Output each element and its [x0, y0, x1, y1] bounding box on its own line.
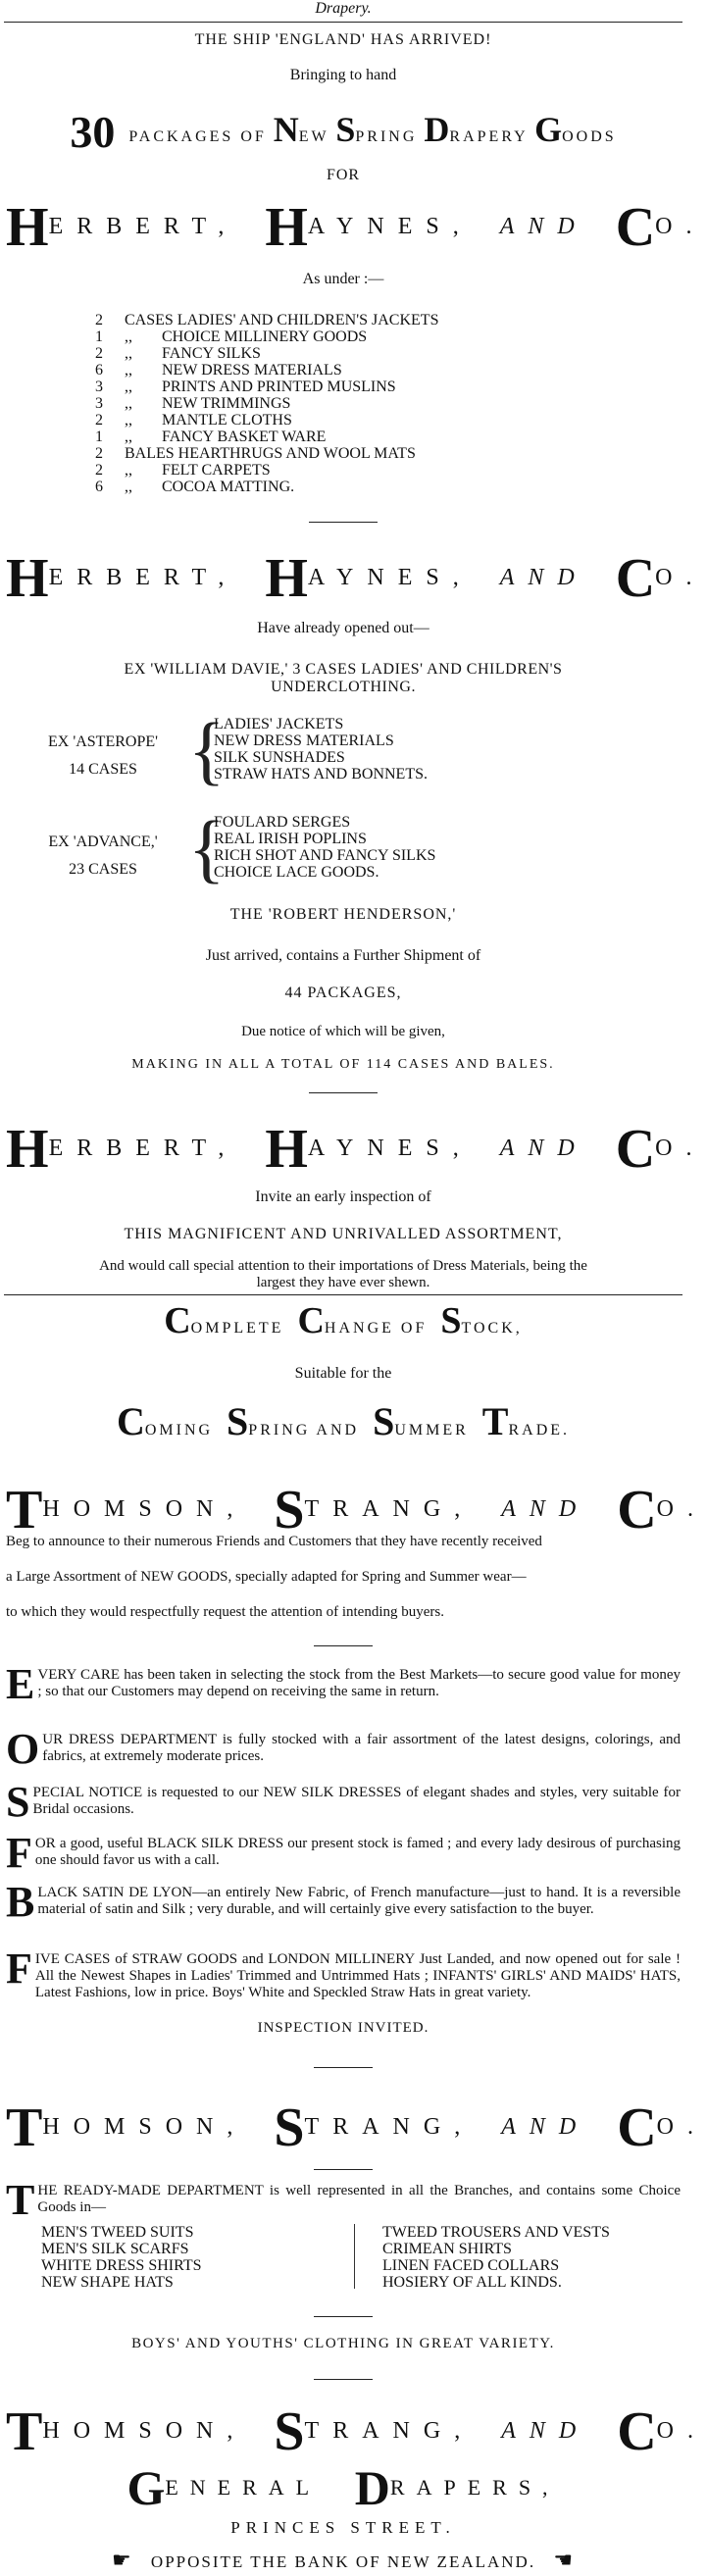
item-qty: 2: [95, 462, 103, 479]
headline-word: OMPLETE: [190, 1320, 284, 1337]
ad1-as-under: As under :—: [302, 271, 384, 287]
paragraph-text: VERY CARE has been taken in selecting the stock from the Best Markets—to secure good value for money ; so that our Customers may depend on receiving the same in return.: [37, 1667, 681, 1699]
short-divider: [314, 2379, 373, 2380]
shipment-name: EX 'ADVANCE,': [48, 833, 158, 850]
firm-word: O.: [656, 2418, 707, 2444]
ad1-w3-rest: RAPERY: [449, 128, 535, 145]
list-item: RICH SHOT AND FANCY SILKS: [214, 847, 436, 864]
firm-word: HOMSON,: [42, 1496, 247, 1522]
firm-cap-t: T: [6, 2401, 43, 2462]
ad1-firm-name: [6, 196, 706, 259]
firm-and: AND: [501, 1496, 590, 1522]
ad4-intro-line1: Beg to announce to their numerous Friends and Customers that they have recently received: [6, 1534, 542, 1549]
ad4-intro-line2: a Large Assortment of NEW GOODS, specially adapted for Spring and Summer wear—: [6, 1569, 527, 1585]
item-desc: FANCY SILKS: [162, 345, 261, 362]
ad5-left-items: [41, 2224, 202, 2291]
paragraph-text: IVE CASES of STRAW GOODS and LONDON MILLINERY Just Landed, and now opened out for sale ! All the Newest Shapes in Ladies' Trimmed and Untrimmed Hats ; INFANTS' GIRLS' AND MAIDS' HATS, Latest Fashions, low in price. Boys' White and Speckled Straw Hats in great variety.: [34, 1951, 681, 2000]
ad1-w2-cap: S: [335, 110, 356, 149]
firm-cap-t: T: [6, 1480, 43, 1541]
list-item: [95, 462, 438, 479]
ad1-items-list: [95, 312, 438, 495]
list-item: [95, 379, 438, 395]
short-divider: [314, 2169, 373, 2170]
headline-word: TOCK,: [461, 1320, 523, 1337]
drop-cap: F: [6, 1829, 32, 1877]
ad2-packages: 44 PACKAGES,: [284, 985, 402, 1001]
ad4-trade-line: [0, 1399, 686, 1443]
drop-cap: O: [6, 1725, 40, 1773]
column-divider: [354, 2224, 355, 2289]
paragraph-black-silk: [6, 1829, 681, 1877]
ad2-opened: Have already opened out—: [257, 620, 429, 636]
ad6-firm-name: [6, 2400, 707, 2463]
ad2-total: MAKING IN ALL A TOTAL OF 114 CASES AND BALES.: [131, 1057, 555, 1072]
ad1-headline: THE SHIP 'ENGLAND' HAS ARRIVED!: [194, 31, 492, 48]
firm-word: TRANG,: [304, 2114, 475, 2140]
item-unit: CASES: [125, 312, 174, 328]
headline-cap: C: [116, 1399, 145, 1443]
drop-cap: F: [6, 1945, 32, 1993]
brace: {: [188, 707, 226, 792]
list-item: REAL IRISH POPLINS: [214, 831, 367, 847]
item-unit: ,,: [125, 345, 132, 362]
list-item: [95, 412, 438, 429]
firm-word: HOMSON,: [42, 2418, 247, 2444]
ad2-davie-line2: UNDERCLOTHING.: [271, 679, 416, 695]
firm-cap-h: H: [6, 197, 49, 258]
paragraph-text: PECIAL NOTICE is requested to our NEW SILK DRESSES of elegant shades and styles, very suitable for Bridal occasions.: [32, 1785, 681, 1817]
ad1-w4-cap: G: [534, 110, 563, 149]
list-item: HOSIERY OF ALL KINDS.: [382, 2274, 562, 2291]
firm-cap-h: H: [6, 1119, 49, 1180]
firm-word: O.: [655, 1136, 706, 1161]
ad1-packages-lead: PACKAGES OF: [128, 128, 274, 145]
drop-cap: S: [6, 1778, 30, 1826]
paragraph-care: [6, 1660, 681, 1708]
item-qty: 2: [95, 312, 103, 328]
ad6-opposite-line: [0, 2548, 686, 2573]
list-item: SILK SUNSHADES: [214, 749, 345, 766]
firm-word: RAPERS,: [389, 2475, 560, 2500]
paragraph-readymade: [6, 2176, 681, 2224]
ad2-davie-line1: EX 'WILLIAM DAVIE,' 3 CASES LADIES' AND CHILDREN'S: [124, 661, 563, 678]
shipment-cases: 23 CASES: [69, 861, 137, 878]
ad3-attention-line1: And would call special attention to their importations of Dress Materials, being the: [99, 1258, 587, 1274]
item-unit: ,,: [125, 462, 132, 479]
drop-cap: E: [6, 1660, 35, 1708]
firm-cap-c: C: [615, 1119, 656, 1180]
firm-and: AND: [501, 2418, 590, 2444]
firm-word: ENERAL: [165, 2475, 321, 2500]
ad4-headline: [0, 1302, 686, 1339]
ad6-street: PRINCES STREET.: [230, 2518, 456, 2537]
item-qty: 1: [95, 429, 103, 445]
ad3-firm-name: [6, 1118, 706, 1181]
paragraph-text: HE READY-MADE DEPARTMENT is well represented in all the Branches, and contains some Choice Goods in—: [37, 2183, 681, 2215]
paragraph-text: UR DRESS DEPARTMENT is fully stocked with a fair assortment of the latest designs, colorings, and fabrics, at extremely moderate prices.: [42, 1732, 681, 1764]
firm-word: AYNES,: [307, 1136, 473, 1161]
item-unit: BALES: [125, 445, 175, 462]
divider: [4, 22, 682, 23]
short-divider: [309, 522, 378, 523]
headline-word: OMING: [144, 1422, 214, 1439]
item-unit: ,,: [125, 328, 132, 345]
pointing-hand-left-icon: ☚: [553, 2548, 576, 2572]
firm-cap-c: C: [617, 1480, 657, 1541]
firm-and: AND: [499, 1136, 588, 1161]
list-item: [95, 362, 438, 379]
item-qty: 2: [95, 445, 103, 462]
ad3-magnificent: THIS MAGNIFICENT AND UNRIVALLED ASSORTMENT,: [124, 1226, 563, 1242]
short-divider: [314, 2067, 373, 2068]
firm-word: ERBERT,: [48, 214, 238, 239]
paragraph-text: LACK SATIN DE LYON—an entirely New Fabric, of French manufacture—just to hand. It is a reversible material of satin and Silk ; very durable, and will certainly give every satisfaction to the buyer.: [37, 1885, 681, 1917]
firm-cap-d: D: [354, 2460, 390, 2515]
item-desc: COCOA MATTING.: [162, 479, 295, 495]
firm-cap-t: T: [6, 2097, 43, 2158]
headline-cap: C: [297, 1300, 325, 1341]
paragraph-dress: [6, 1725, 681, 1773]
headline-word: HANGE OF: [324, 1320, 428, 1337]
ad5-boys: BOYS' AND YOUTHS' CLOTHING IN GREAT VARIETY.: [131, 2336, 555, 2351]
pointing-hand-right-icon: ☛: [111, 2548, 133, 2572]
shipment-name: EX 'ASTEROPE': [48, 733, 158, 750]
item-unit: ,,: [125, 362, 132, 379]
ad1-w3-cap: D: [424, 110, 450, 149]
ad2-arrived: Just arrived, contains a Further Shipment of: [205, 947, 481, 964]
headline-cap: C: [164, 1300, 191, 1341]
firm-cap-s: S: [274, 1480, 305, 1541]
ad2-advance-items: [214, 814, 435, 881]
item-qty: 3: [95, 395, 103, 412]
ad2-firm-name: [6, 547, 706, 610]
ad1-w1-cap: N: [273, 110, 299, 149]
ad1-w1-rest: EW: [298, 128, 336, 145]
list-item: [95, 395, 438, 412]
paragraph-satin: [6, 1878, 681, 1926]
list-item: [95, 429, 438, 445]
list-item: STRAW HATS AND BONNETS.: [214, 766, 428, 783]
item-qty: 1: [95, 328, 103, 345]
list-item: [95, 479, 438, 495]
firm-word: TRANG,: [304, 2418, 475, 2444]
item-desc: LADIES' AND CHILDREN'S JACKETS: [177, 312, 439, 328]
headline-word: RADE.: [508, 1422, 571, 1439]
item-qty: 2: [95, 345, 103, 362]
firm-word: O.: [656, 2114, 707, 2140]
item-desc: HEARTHRUGS AND WOOL MATS: [177, 445, 416, 462]
item-unit: ,,: [125, 429, 132, 445]
firm-cap-g: G: [126, 2460, 166, 2515]
ad4-inspection: INSPECTION INVITED.: [257, 2020, 429, 2036]
item-unit: ,,: [125, 412, 132, 429]
ad4-firm-name: [6, 1479, 707, 1541]
ad3-attention-line2: largest they have ever shewn.: [256, 1275, 430, 1290]
item-desc: FELT CARPETS: [162, 462, 271, 479]
ad6-opposite: OPPOSITE THE BANK OF NEW ZEALAND.: [150, 2552, 536, 2571]
firm-cap-s: S: [274, 2097, 305, 2158]
ad3-invite: Invite an early inspection of: [255, 1188, 431, 1205]
list-item: LINEN FACED COLLARS: [382, 2257, 560, 2274]
headline-word: PRING AND: [248, 1422, 360, 1439]
item-desc: CHOICE MILLINERY GOODS: [162, 328, 368, 345]
list-item: CRIMEAN SHIRTS: [382, 2241, 512, 2257]
firm-word: HOMSON,: [42, 2114, 247, 2140]
shipment-cases: 14 CASES: [69, 761, 137, 778]
ad2-henderson: THE 'ROBERT HENDERSON,': [229, 906, 457, 923]
headline-cap: S: [373, 1399, 395, 1443]
ad1-bringing: Bringing to hand: [289, 67, 397, 83]
item-desc: PRINTS AND PRINTED MUSLINS: [162, 379, 396, 395]
ad1-count: 30: [70, 107, 116, 157]
firm-cap-c: C: [615, 197, 656, 258]
list-item: [95, 445, 438, 462]
list-item: NEW DRESS MATERIALS: [214, 732, 394, 749]
headline-cap: S: [227, 1399, 249, 1443]
firm-cap-c: C: [615, 548, 656, 609]
firm-and: AND: [501, 2114, 590, 2140]
headline-word: UMMER: [394, 1422, 469, 1439]
list-item: [95, 312, 438, 328]
ad1-w2-rest: PRING: [355, 128, 425, 145]
headline-cap: S: [440, 1300, 462, 1341]
item-qty: 6: [95, 362, 103, 379]
item-desc: MANTLE CLOTHS: [162, 412, 292, 429]
list-item: [95, 345, 438, 362]
drop-cap: B: [6, 1878, 35, 1926]
ad5-right-items: [382, 2224, 610, 2291]
item-unit: ,,: [125, 479, 132, 495]
firm-word: ERBERT,: [48, 565, 238, 590]
ad2-asterope-items: [214, 716, 428, 783]
firm-cap-h: H: [265, 197, 308, 258]
firm-word: ERBERT,: [48, 1136, 238, 1161]
ad2-due-notice: Due notice of which will be given,: [241, 1024, 445, 1039]
firm-and: AND: [499, 565, 588, 590]
item-unit: ,,: [125, 395, 132, 412]
firm-cap-h: H: [6, 548, 49, 609]
ad4-suitable: Suitable for the: [294, 1365, 392, 1382]
ad1-packages-line: [0, 106, 686, 158]
list-item: NEW SHAPE HATS: [41, 2274, 174, 2291]
section-header: Drapery.: [315, 0, 372, 17]
item-qty: 3: [95, 379, 103, 395]
list-item: WHITE DRESS SHIRTS: [41, 2257, 202, 2274]
list-item: LADIES' JACKETS: [214, 716, 344, 732]
item-unit: ,,: [125, 379, 132, 395]
drop-cap: T: [6, 2176, 35, 2224]
firm-cap-h: H: [265, 548, 308, 609]
firm-word: AYNES,: [307, 214, 473, 239]
ad1-for: FOR: [326, 167, 361, 183]
short-divider: [314, 2316, 373, 2317]
firm-cap-s: S: [274, 2401, 305, 2462]
list-item: CHOICE LACE GOODS.: [214, 864, 379, 881]
ad6-general-drapers: [0, 2459, 686, 2516]
firm-word: TRANG,: [304, 1496, 475, 1522]
list-item: FOULARD SERGES: [214, 814, 351, 831]
brace: {: [188, 805, 226, 890]
firm-cap-c: C: [617, 2097, 657, 2158]
list-item: [95, 328, 438, 345]
firm-word: O.: [655, 214, 706, 239]
firm-word: AYNES,: [307, 565, 473, 590]
firm-and: AND: [499, 214, 588, 239]
ad2-asterope-label: [20, 733, 186, 779]
item-desc: FANCY BASKET WARE: [162, 429, 327, 445]
paragraph-straw: [6, 1945, 681, 2001]
headline-cap: T: [481, 1399, 509, 1443]
ad1-w4-rest: OODS: [562, 128, 617, 145]
list-item: MEN'S TWEED SUITS: [41, 2224, 194, 2241]
ad5-firm-name: [6, 2096, 707, 2159]
list-item: TWEED TROUSERS AND VESTS: [382, 2224, 610, 2241]
divider: [4, 1294, 682, 1295]
item-desc: NEW TRIMMINGS: [162, 395, 291, 412]
ad2-advance-label: [20, 833, 186, 879]
firm-cap-h: H: [265, 1119, 308, 1180]
item-qty: 2: [95, 412, 103, 429]
item-qty: 6: [95, 479, 103, 495]
ad4-intro-line3: to which they would respectfully request the attention of intending buyers.: [6, 1604, 444, 1620]
item-desc: NEW DRESS MATERIALS: [162, 362, 342, 379]
paragraph-silk: [6, 1778, 681, 1826]
paragraph-text: OR a good, useful BLACK SILK DRESS our present stock is famed ; and every lady desirous of purchasing one should favor us with a call.: [34, 1836, 681, 1868]
list-item: MEN'S SILK SCARFS: [41, 2241, 189, 2257]
firm-word: O.: [655, 565, 706, 590]
short-divider: [309, 1092, 378, 1093]
short-divider: [314, 1645, 373, 1646]
firm-cap-c: C: [617, 2401, 657, 2462]
firm-word: O.: [656, 1496, 707, 1522]
